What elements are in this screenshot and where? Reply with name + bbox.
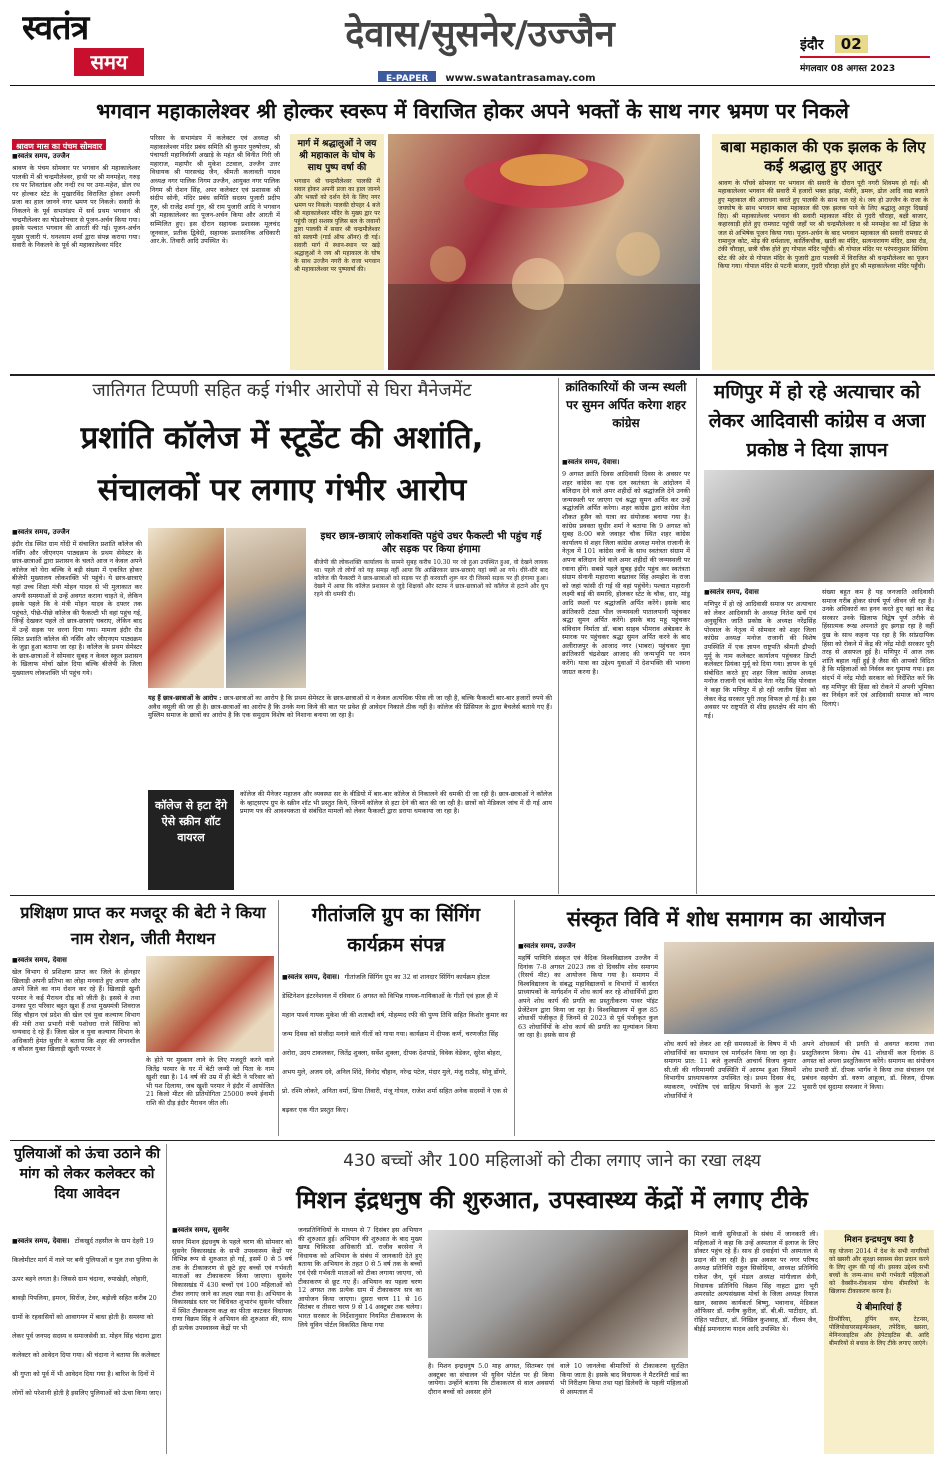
sanskrit-col1 xyxy=(518,942,658,1136)
krantikari-body xyxy=(562,458,690,890)
manipur-text-2: संख्या बहुत कम है यह जनजाति आदिवासी समाज गरीब होकर संघर्ष पूर्ण जीवन जी रहा है। उनके अधिकारों का हनन करते हुए वहां का केंद्र सरकार उनके खिलाफ विद्वेष पूर्ण तरीके से हिंसात्मक रूख अपनाते हुए झगड़ा रहा है वहीं दुख के साथ कहना पड़ रहा है कि सांप्रदायिक हिंसा को रोकने में केंद्र की नरेंद्र मोदी सरकार पूरी तरह से असफल हुई है। मणिपुर में आज तक शांति बहाल नहीं हुई है जैसा की आपको विदित है कि महिलाओं को निर्वस्त्र कर घुमाया गया। इस संदर्भ में नरेंद्र मोदी सरकार को निर्देशित करें कि वह मणिपुर की हिंसा को रोकने में अपनी भूमिका का निर्वहन करें एवं आदिवासी समाज को न्याय दिलाएं। xyxy=(822,588,934,708)
manipur-col1 xyxy=(704,588,816,890)
gitanjali-body xyxy=(282,964,510,1136)
college-kicker: जातिगत टिप्पणी सहित कई गंभीर आरोपों से घिरा मैनेजमेंट xyxy=(92,380,472,401)
college-student-photo-2 xyxy=(226,528,306,688)
gitanjali-byline: ■ स्वतंत्र समय, देवास। xyxy=(282,973,339,981)
date: मंगलवार 08 अगस्त 2023 xyxy=(800,64,896,74)
lead-side-text: श्रावण के पाँचवे सोमवार पर भगवान की सवारी के दौरान पूरी नगरी शिवमय हो गई। श्री महाकालेश्वर भगवान की सवारी में हजारों भक्त झांझ, मंजीरे, डमरू, ढोल आदि वाद्य बजाते हुए महाकाल की आराधना करते हुए पालकी के साथ चल रहे थे। जय हो उज्जैन के राजा के जयघोष के साथ भगवान बाबा महाकाल की एक झलक पाने के लिए श्रद्धालु आतुर दिखाई दिए। श्री महाकालेश्वर भगवान की सवारी महाकाल मंदिर से गुदरी चौराहा, बक्षी बाजार, कहारवाड़ी होते हुए रामघाट पहुंची जहाँ पर श्री चन्द्रमौलेश्वर व श्री मनमहेश का माँ क्षिप्रा के जल से अभिषेक पूजन किया गया। पूजन-अर्चन के बाद भगवान महाकाल की सवारी रामघाट से रामानुज कोट, मोढ़ की धर्मशाला, कार्तिकचौक, खाती का मंदिर, सत्यनारायण मंदिर, ढाबा रोड, टंकी चौराहा, छत्री चौक होते हुए गोपाल मंदिर पहुँची। श्री गोपाल मंदिर पर परंपरानुसार सिंधिया स्टेट की ओर से गोपाल मंदिर के पुजारी द्वारा पालकी में विराजित श्री चन्द्रमौलेश्वर का पूजन किया गया। गोपाल मंदिर से पटनी बाजार, गुदरी चौराहा होते हुए श्री महाकालेश्वर मंदिर पहुँची। xyxy=(718,180,928,270)
krantikari-headline: क्रांतिकारियों की जन्म स्थली पर सुमन अर्पित करेगा शहर कांग्रेस xyxy=(565,380,687,430)
college-caption-box xyxy=(310,528,552,688)
mission-text-3a: वाले 10 जानलेवा बीमारियों से टीकाकरण सुरक्षित किया जाता है। इसके बाद विधायक ने मैटरनिटी वार्ड का भी निरीक्षण किया तथा यहां डिलेवरी के पहली महिलाओं से अस्पताल में xyxy=(560,1362,688,1396)
college-allegation-text: छात्र-छात्राओं का आरोप है कि प्रथम सेमेस्टर के छात्र-छात्राओं से न केवल अत्यधिक फीस ली जा रही है, बल्कि फैकल्टी बार-बार हजारों रुपये की अवैध वसूली की जा ही है। छात्र-छात्राओं का आरोप है कि उनके मना किये की बात पर प्रवेश ही आवेदन निकाले ठीक नहीं है। कॉलेज की प्रिंसिपल के द्वारा बैचलेर्स बताये गए हैं। मुस्लिम समाज के छात्रों का आरोप है कि एक समुदाय विशेष को निशाना बनाया जा रहा है। xyxy=(148,694,552,720)
mission-text-2: जनप्रतिनिधियों के माध्यम से 7 दिसंबर इस अभियान की शुरुआत हुई। अभियान की शुरुआत के बाद मुख्य खण्ड चिकित्सा अधिकारी डॉ. राजीव बरसेना ने विधायक को अभियान के संबंध में जानकारी देते हुए बताया कि अभियान के तहत 0 से 5 वर्ष तक के बच्चों एवं ऐसी गर्भवती माताओं को टीका लगाया जाएगा, जो टीकाकरण से छूट गए हैं। अभियान का पहला चरण 12 अगस्त तक प्रत्येक ग्राम में टीकाकरण सत्र का आयोजन किया जाएगा। दूसरा चरण 11 से 16 सितंबर व तीसरा चरण 9 से 14 अक्टूबर तक चलेगा। भारत सरकार के निर्देशानुसार नियमित टीकाकरण के लिये यूविन पोर्टल विकसित किया गया xyxy=(298,1226,422,1329)
mazdoor-col1 xyxy=(12,956,140,1136)
logo-top: स्वतंत्र xyxy=(22,8,89,48)
lead-side-box xyxy=(712,134,934,370)
mission-side-text-2: डिप्थीरिया, हूपिंग कफ, टेटनस, पोलियोवायरसइन्फेक्शन, तपेदिक, खसरा, मेनिनजाइटिस और हेपेटाइटिस बी. आदि बीमारियों से बचाव के लिए टीके लगाए जाएंगे। xyxy=(829,1316,929,1347)
logo-bottom: समय xyxy=(90,50,128,74)
mission-text-1: सघन मिशन इंद्रधनुष के पहले चरण की सोमवार को सुसनेर विकासखंड के सभी उपस्वास्थ्य केंद्रों पर विभिन्न रूप से शुरुआत हो गई, इसमें 0 से 5 वर्ष तक के टीकाकरण से छूटे हुए बच्चों एवं गर्भवती माताओं का टीकाकरण किया जाएगा। सुसनेर विकासखंड में 430 बच्चों एवं 100 महिलाओं को टीका लगाए जाने का लक्ष्य रखा गया है। अभियान के विकासखंड स्तर पर विधिवत शुभारंभ सुसनेर परिवार में स्थित टीकाकरण कक्ष का फीता काटकर विधायक राणा विक्रम सिंह ने अभियान की शुरुआत की, साथ ही प्रत्येक उपस्वास्थ्य केंद्रों पर भी xyxy=(172,1238,292,1332)
mission-photo-caption: है। मिशन इन्द्रधनुष 5.0 माह अगस्त, सितम्बर एवं अक्टूबर का संचालन भी यूविन पोर्टल पर ही किया जायेगा। उन्होंने बताया कि टीकाकरण से वाल अवसर्पा दौरान बच्चों को अवसर होने xyxy=(428,1362,554,1396)
epaper-label: E-PAPER xyxy=(378,71,436,82)
college-caption-text: बीजेपी की लोकशक्ति कार्यालय के सामने सुबह करीब 10.30 पर जो हुआ उपस्थित हुआ, वो देखने लायक था। पहले तो लोगों को यह समझ नहीं आया कि आखिरकार छात्र-छात्राएं यहां क्यों आ गये। धीरे-धीरे बाद कॉलेज की फैकल्टी ने छात्र-छात्राओं को सड़क पर ही करवाती शुरू कर दी जिससे सड़क पर ही हंगामा हुआ। देखने में आया कि कॉलेज प्रशासन से जुड़े शिक्षकों और स्टाफ ने छात्र-छात्राओं को कॉलेज से हटाने और घुप रहने की धमकी दी। xyxy=(314,559,548,598)
college-byline: ■ स्वतंत्र समय, उज्जैन xyxy=(12,528,142,537)
manipur-text-1: मणिपुर में हो रहे आदिवासी समाज पर अत्याचार को लेकर आदिवासी के अध्यक्ष नितेश खर्चे एवं अनुसूचित जाति प्रकोष्ठ के अध्यक्ष नरेंद्रसिंह पोरवाल के नेतृत्व में सोमवार को शहर जिला कांग्रेस अध्यक्ष मनोज राजानी की विशेष उपस्थिति में एक ज्ञापन राष्ट्रपति श्रीमती द्रौपदी मुर्मू के नाम कलेक्टर कार्यालय पहुंचकर डिप्टी कलेक्टर प्रियंका मुर्मू को दिया गया। ज्ञापन के पूर्व संबोधित करते हुए शहर जिला कांग्रेस अध्यक्ष मनोज राजानी एवं कांग्रेस नेता नरेंद्र सिंह पोरवाल ने कहा कि मणिपुर में हो रही जातीय हिंसा को लेकर केंद्र सरकार पूरी तरह विफल हो गई है। इस अवसर पर राष्ट्रपति से शीघ्र हस्तक्षेप की मांग की गई। xyxy=(704,600,816,720)
mission-side-box xyxy=(824,1230,934,1454)
mission-side-title-2: ये बीमारियां हैं xyxy=(856,1303,902,1313)
college-tv-title: कॉलेज से हटा देंगे ऐसे स्क्रीन शॉट वायरल xyxy=(154,799,228,844)
mission-vaccination-photo xyxy=(428,1230,688,1358)
mission-byline: ■ स्वतंत्र समय, सुसनेर xyxy=(172,1226,292,1235)
mission-headline: मिशन इंद्रधनुष की शुरुआत, उपस्वास्थ्य केंद्रों में लगाए टीके xyxy=(296,1186,808,1214)
lead-caption-text: भगवान श्री चन्द्रमौलेश्वर पालकी में सवार होकर अपनी प्रजा का हाल जानने और भक्तों को दर्शन देने के लिए नगर भ्रमण पर निकले। पालकी दोपहर 4 बजे श्री महाकालेश्वर मंदिर के मुख्य द्वार पर पहुंची जहां सशस्त्र पुलिस बल के जवानों द्वारा पालकी में सवार श्री चन्द्रमौलेश्वर को सलामी (गार्ड ऑफ ऑनर) दी गई। सवारी मार्ग में स्थान-स्थान पर खड़े श्रद्धालुओं ने जय श्री महाकाल के घोष के साथ उज्जैन नगरी के राजा भगवान श्री महाकालेश्वर पर पुष्पवर्षा की। xyxy=(294,178,380,273)
puliya-body xyxy=(12,1228,162,1454)
lead-caption-box xyxy=(290,134,384,370)
color-registration-bar xyxy=(10,1458,935,1464)
mission-side-title: मिशन इन्द्रधनुष क्या है xyxy=(844,1235,914,1245)
college-headline-1: प्रशांति कॉलेज में स्टूडेंट की अशांति, xyxy=(80,420,484,456)
lead-text-1: श्रावण के पंचम सोमवार पर भगवान श्री महाकालेश्वर पालकी में श्री चन्द्रमौलेश्वर, हाथी पर श्री मनमहेश, गरुड़ रथ पर शिवतांडव और नन्दी रथ पर उमा-महेश, डोल रथ पर होल्कर स्टेट के मुखारविंद विराजित होकर अपनी प्रजा का हाल जानने नगर भ्रमण पर निकले। सवारी के निकलने के पूर्व सभामंडप में सर्व प्रथम भगवान श्री चन्द्रमौलेश्वर का षोडशोपचार से पूजन-अर्चन किया गया। इसके पश्चात भगवान की आरती की गई। पूजन-अर्चन मुख्य पुजारी पं. घनश्याम शर्मा द्वारा संपन्न कराया गया। सवारी के निकलने के पूर्व श्री महाकालेश्वर मंदिर xyxy=(12,164,140,250)
mission-text-3b: मिलने वाली सुविधाओं के संबंध में जानकारी ली। महिलाओं ने कहा कि उन्हें अस्पताल में इलाज के लिए डॉक्टर पहुंच रहे हैं। साथ ही दवाईयां भी अस्पताल से प्रदान की जा रही है। इस अवसर पर नगर परिषद अध्यक्ष प्रतिनिधि राहुल सिसोदिया, आध्यक्ष प्रतिनिधि राकेश जैन, पूर्व मंडल अध्यक्ष मांगीलाल सेनी, विधायक प्रतिनिधि विक्रम सिंह नाहटा द्वारा भूरी अमरसोट अल्पसंख्यक मोर्चा के जिला अध्यक्ष रियाज खान, स्वास्थ्य कार्यकर्ता बिष्णु, भवानाथ, मेडिकल ऑफिसर डॉ. मनीष कुरील, डॉ. बी.बी. पाटीदार, डॉ. रोहित पाटीदार, डॉ. निखिल कुशवाह, डॉ. नीलम जैन, बीईई प्रमानाराण यादव आदि उपस्थित थे। xyxy=(694,1230,818,1333)
puliya-text: टोंकखुर्द तहसील के ग्राम देहरी 19 किलोमीटर मार्ग में नाले पर बनी पुलियाओं व पुल तथा पुलिया के ऊपर बहने लगता है। जिससे ग्राम चंदाना, रुपाखेड़ी, लोहारी, बावड़ी पिपलिया, इमरन, सिरोंज, टेवर, बड़ोली सहित करीब 20 ग्रामों के रहवासियों को आवागमन में बाधा होती है। समस्या को लेकर पूर्व जनपद सदस्य व समाजसेवी डा. मोहन सिंह चंदाना द्वारा कलेक्टर को आवेदन दिया गया। श्री चंदाना ने बताया कि कलेक्टर श्री गुप्ता को पूर्व में भी आवेदन दिया गया है। बारिश के दिनों में लोगों को परेशानी होती है इसलिए पुलियाओं को ऊंचा किया जाए। xyxy=(12,1237,162,1397)
manipur-memorandum-photo xyxy=(704,470,934,582)
lead-tag-label: श्रावण मास का पंचम सोमवार xyxy=(12,139,106,150)
college-col1 xyxy=(12,528,142,890)
lead-tag xyxy=(12,134,140,150)
sanskrit-headline: संस्कृत विवि में शोध समागम का आयोजन xyxy=(566,907,886,931)
mazdoor-text-1: खेल विभाग से प्रशिक्षण प्राप्त कर जिले के होनहार खिलाड़ी अपनी प्रतिभा का लोहा मनवाते हुए अपना और अपने जिले का नाम रोशन कर रहे हैं। खिलाड़ी खुशी परमार ने कई मैराथन दौड़ को जीती है। इससे वे तथा उनका पूरा परिवार बहुत खुश हैं तथा मुख्यमंत्री शिवराज सिंह चौहान एवं प्रदेश की खेल एवं युवा कल्याण विभाग की मंत्री तथा प्रभारी मंत्री यशोधरा राजे सिंधिया को धन्यवाद दे रहे हैं। जिला खेल व युवा कल्याण विभाग के अधिकारी हेमंत सुधीर ने बताया कि शहर की लगनशील व कौशल युक्त खिलाड़ी खुशी परमार ने xyxy=(12,968,140,1054)
edition-title: देवास/सुसनेर/उज्जैन xyxy=(345,14,615,55)
college-allegation-title: यह हैं छात्र-छात्राओं के आरोप : xyxy=(148,694,222,702)
city: इंदौर xyxy=(800,37,824,53)
krantikari-byline: ■ स्वतंत्र समय, देवास। xyxy=(562,458,690,467)
college-text-1: इंदौर रोड स्थित ग्राम गोंदी में संचालित प्रशांति कॉलेज की नर्सिंग और जीएनएम पाठ्यक्रम के प्रथम सेमेस्टर के छात्र-छात्राओं द्वारा प्रशासन के चलते आज न केवल अपने कॉलेज को घेरा बल्कि वे बड़ी संख्या में एकत्रित होकर बीजेपी मुख्यालय लोकशक्ति भी पहुंचे। ये छात्र-छात्राएं यहां उच्च शिक्षा मंत्री मोहन यादव से भी मुलाकात कर अपनी समस्याओं से उन्हें अवगत कराना चाहते थे, लेकिन इसके पहले कि वे मंत्री मोहन यादव के दफ्तर तक पहुंचते, पीछे-पीछे कॉलेज की फैकल्टी भी वहां पहुंच गई, जिन्हें देखकर पहले तो छात्र-छात्राएं घबराए, लेकिन बाद में उन्हें सड़क पर धरना दिया गया। मामला इंदौर रोड स्थित प्रशांति कॉलेज की नर्सिंग और जीएनएम पाठ्यक्रम के जुड़ा हुआ बताया जा रहा है। कॉलेज के प्रथम सेमेस्टर के छात्र-छात्राओं ने सोमवार सुबह न केवल स्कूल प्रशासन के खिलाफ मोर्चा खोल दिया बल्कि बीजेपी के जिला मुख्यालय लोकशक्ति भी पहुंच गये। xyxy=(12,540,142,677)
mazdoor-byline: ■ स्वतंत्र समय, देवास xyxy=(12,956,140,965)
mission-side-text: यह योजना 2014 में देश के सभी नागरिकों को खसरी और सुरक्षा स्वास्थ्य सेवा प्रदान करने के लिए शुरू की गई थी। इसका उद्देश्य सभी बच्चों के जन्म-साथ सभी गर्भवती महिलाओं को वैक्सीन-रोकथाम योग्य बीमारियों के खिलाफ टीकाकरण करना है। xyxy=(829,1248,929,1295)
college-allegations xyxy=(148,694,552,786)
mazdoor-headline: प्रशिक्षण प्राप्त कर मजदूर की बेटी ने किया नाम रोशन, जीती मैराथन xyxy=(20,903,266,948)
sanskrit-meeting-photo xyxy=(664,942,934,1034)
puliya-byline: ■ स्वतंत्र समय, देवास। xyxy=(12,1237,69,1245)
krantikari-text: 9 अगस्त क्रांति दिवस आदिवासी दिवस के अवसर पर शहर कांग्रेस का एक दल स्वतंत्रता के आंदोलन में बलिदान देने वाले अमर शहीदों को श्रद्धांजलि देने उनकी जन्मस्थली पर जाएगा एवं श्रद्धा सुमन अर्पित कर उन्हें श्रद्धांजलि अर्पित करेगा। शहर कांग्रेस द्वारा कांग्रेस नेता शौकत हुसैन को यात्रा का संयोजक बनाया गया है। कांग्रेस प्रवक्ता सुधीर शर्मा ने बताया कि 9 अगस्त को सुबह 8:00 बजे जवाहर चौक स्थित शहर कांग्रेस कार्यालय से शहर जिला कांग्रेस अध्यक्ष मनोज राजानी के नेतृत्व में 101 कांग्रेस जनों के साथ स्वतंत्रता संग्राम में अपना बलिदान देने वाले अमर शहीदों की जन्मस्थली पर रवाना होंगे। सबसे पहले सुबह इंदौर पहुंच कर स्वतंत्रता संग्राम सेनानी महाराणा बख्तावर सिंह अमझेरा के राजा को जहां फांसी दी गई थी वहां पहुंचेंगे। पश्चात महारानी लक्ष्मी बाई की समाधि, होलकर स्टेट के चौक, धार, मांडू आदि स्थलों पर श्रद्धांजलि अर्पित करेंगे। इसके बाद क्रांतिकारी टंट्या भील जन्मस्थली पातालपानी पहुंचकर श्रद्धा सुमन अर्पित करेंगे। इसके बाद महू पहुंचकर संविधान निर्माता डॉ. बाबा साहब भीमराव अंबेडकर के स्मारक पर पहुंचकर श्रद्धा सुमन अर्पित करने के बाद अलीराजपुर के आजाद नगर (भाबरा) पहुंचकर युवा क्रांतिकारी चंद्रशेखर आजाद की जन्मभूमि पर नमन करेंगे। यात्रा का उद्देश्य युवाओं में देशभक्ति की भावना जाग्रत करना है। xyxy=(562,470,690,676)
lead-col2: परिसर के सभामंडप में कलेक्टर एवं अध्यक्ष श्री महाकालेश्वर मंदिर प्रबंध समिति श्री कुमार पुरुषोत्तम, श्री पंचायती महानिर्वाणी अखाड़े के महंत श्री विनीत गिरी जी महाराज, महापौर श्री मुकेश टटवाल, उज्जैन उत्तर विधायक श्री पारसचंद्र जैन, श्रीमती कलावती यादव अध्यक्ष नगर पालिक निगम उज्जैन, आयुक्त नगर पालिक निगम श्री रोशन सिंह, अपर कलेक्टर एवं प्रशासक श्री संदीप सोनी, मंदिर प्रबंध समिति सदस्य पुजारी प्रदीप गुरु, श्री राजेंद्र शर्मा गुरु, श्री राम पुजारी आदि ने भगवान श्री महाकालेश्वर का पूजन-अर्चन किया और आरती में सम्मिलित हुए। इस दौरान सहायक प्रशासक मूलचंद जूनवाल, प्रतीक द्विवेदी, सहायक प्रशासनिक अधिकारी आर.के. तिवारी आदि उपस्थित थे। xyxy=(150,134,280,246)
lead-byline: ■ स्वतंत्र समय, उज्जैन xyxy=(12,152,140,161)
lead-caption-title: मार्ग में श्रद्धालुओं ने जय श्री महाकाल के घोष के साथ पुष्प वर्षा की xyxy=(297,139,377,173)
gitanjali-headline: गीतांजलि ग्रुप का सिंगिंग कार्यक्रम संपन्न xyxy=(311,904,481,956)
college-headline-2: संचालकों पर लगाए गंभीर आरोप xyxy=(97,472,467,508)
manipur-headline: मणिपुर में हो रहे अत्याचार को लेकर आदिवासी कांग्रेस व अजा प्रकोष्ठ ने दिया ज्ञापन xyxy=(708,381,926,461)
sanskrit-text-2: शोध कार्य को लेकर आ रही समस्याओं के विषय में भी शोधार्थियों का समाधान एवं मार्गदर्शन किया जा रहा है। समागम प्रात: 11 बजे कुलपति आचार्य विजय कुमार सी.जी की गरिमामयी उपस्थिति में आरम्भ हुआ जिसमें विभागीय प्राध्यापकगण उपस्थित रहे। प्रथम दिवस वेद, व्याकरण, ज्योतिष एवं साहित्य विभागों के कुल 22 शोधार्थियों ने xyxy=(664,1040,796,1100)
sanskrit-text-1: महर्षि पाणिनि संस्कृत एवं वैदिक विश्वविद्यालय उज्जैन में दिनांक 7-8 अगस्त 2023 तक दो दिवसीय शोध समागम (रिसर्च मीट) का आयोजन किया गया है। समागम में विश्वविद्यालय के संबद्ध महाविद्यालयों व विभागों में कार्यरत प्राध्यापकों के मार्गदर्शन में शोध कार्य कर रहे शोधार्थियों द्वारा अपने शोध कार्य की प्रगति का प्रस्तुतीकरण पावर पॉइंट प्रेजेंटेशन द्वारा किया जा रहा है। विश्वविद्यालय में कुल 85 शोधार्थी पंजीकृत हैं जिनमें से 2023 से पूर्व पंजीकृत कुल 63 शोधार्थियों के शोध कार्य की प्रगति का मूल्यांकन किया जा रहा है। इसके साथ ही xyxy=(518,954,658,1040)
crowd-illustration xyxy=(388,134,700,370)
manipur-byline: ■ स्वतंत्र समय, देवास xyxy=(704,588,816,597)
sanskrit-byline: ■ स्वतंत्र समय, उज्जैन xyxy=(518,942,658,951)
college-tv-box xyxy=(148,790,234,890)
mazdoor-text-2: के होते पर मुस्कान लाने के लिए मजदूरी करने वाले जितेंद्र परमार के घर में बेटी जन्मी जो पिता के नाम खुशी रखा है। 14 वर्ष की उम्र में ही बेटी ने परिवार को भी यश दिलाया, जब खुशी परमार ने इंदौर में आयोजित 21 किलो मीटर की प्रतियोगिता 25000 रुपये ईनामी राशि की दौड़ इंदौर मैराथन जीत ली। xyxy=(146,1056,274,1107)
mission-kicker: 430 बच्चों और 100 महिलाओं को टीका लगाए जाने का रखा लक्ष्य xyxy=(343,1151,761,1171)
college-student-photo-1 xyxy=(148,528,224,688)
logo-bottom-badge xyxy=(74,48,144,76)
lead-procession-photo xyxy=(388,134,700,370)
logo xyxy=(22,8,154,84)
lead-headline: भगवान महाकालेश्वर श्री होल्कर स्वरूप में विराजित होकर अपने भक्तों के साथ नगर भ्रमण पर निकले xyxy=(96,99,849,123)
mission-col1 xyxy=(172,1226,292,1454)
puliya-headline: पुलियाओं को ऊंचा उठाने की मांग को लेकर कलेक्टर को दिया आवेदन xyxy=(13,1146,161,1202)
epaper-bar xyxy=(378,66,778,82)
dateline-box xyxy=(800,34,930,80)
website-link[interactable]: www.swatantrasamay.com xyxy=(445,73,596,82)
masthead xyxy=(0,0,945,86)
gitanjali-text: गीतांजलि सिंगिंग ग्रुप का 32 वां शानदार सिंगिंग कार्यक्रम होटल डेस्टिनेशन इंटरनेशनल में रविवार 6 अगस्त को विभिन्न गायक-गायिकाओं के गीतों एवं हाल ही में महान पार्श्व गायक मुकेश जी की शताब्दी वर्ष, मोहम्मद रफी की पुण्य तिथि सहित किशोर कुमार का जन्म दिवस को संजीदा मनाने वाले गीतों को गाया गया। कार्यक्रम में दीपक कर्ण, चरणजीत सिंह अरोरा, उदय टाकलकर, जितेंद्र शुक्ला, सर्वेश शुक्ला, दीपक देशपांडे, विवेक वेडेकर, सुरेश बोहरा, अभय मुले, अजय दवे, अनिल शिंदे, विनोद चौहान, नरेन्द्र पटेल, मंदार मुले, मंजु राठौड़, सोनू डोंगरे, प्रो. रश्मि लोकरे, अनिता वर्मा, प्रिया तिवारी, मंजू गोयल, राजेश शर्मा सहित अनेक सदस्यों ने एक से बढ़कर एक गीत प्रस्तुत किए। xyxy=(282,973,508,1114)
sanskrit-text-3: अपने शोधकार्य की प्रगति से अवगत कराया तथा प्रस्तुतिकरण किया। शेष 41 शोधार्थी कल दिनांक 8 अगस्त को अपना प्रस्तुतिकरण करेंगे। समागम का संयोजन शोध प्रभारी डॉ. दीपक भार्गव ने किया तथा संचालन एवं प्रबंधन सहयोग डॉ. वरुण आहूजा, डॉ. विजय, दीपक भुसारी एवं सुदामा सफवार ने किया। xyxy=(802,1040,934,1091)
lead-col1 xyxy=(12,152,140,370)
page-number: 02 xyxy=(835,35,868,53)
lead-side-title: बाबा महाकाल की एक झलक के लिए कई श्रद्धालु हुए आतुर xyxy=(720,138,926,175)
college-tv-text: कॉलेज की मैनेजर महाजन और व्यवस्था सर के वीडियो में बार-बार कॉलेज से निकालने की धमकी दी जा रही है। छात्र-छात्राओं ने कॉलेज के व्हाट्सएप ग्रुप के स्क्रीन शॉट भी प्रस्तुत किये, जिनमें कॉलेज से हटा देने की बात की जा रही है। छात्रों को मेडिकल जांच में दी गई आय प्रमाण पत्र की आवश्यकता से संबंधित मामलों को लेकर फैकल्टी द्वारा डराया धमकाया जा रहा है। xyxy=(240,790,552,816)
mazdoor-athlete-photo xyxy=(146,956,274,1052)
college-caption-title: इधर छात्र-छात्राएं लोकशक्ति पहुंचे उधर फैकल्टी भी पहुंच गई और सड़क पर किया हंगामा xyxy=(320,531,542,555)
